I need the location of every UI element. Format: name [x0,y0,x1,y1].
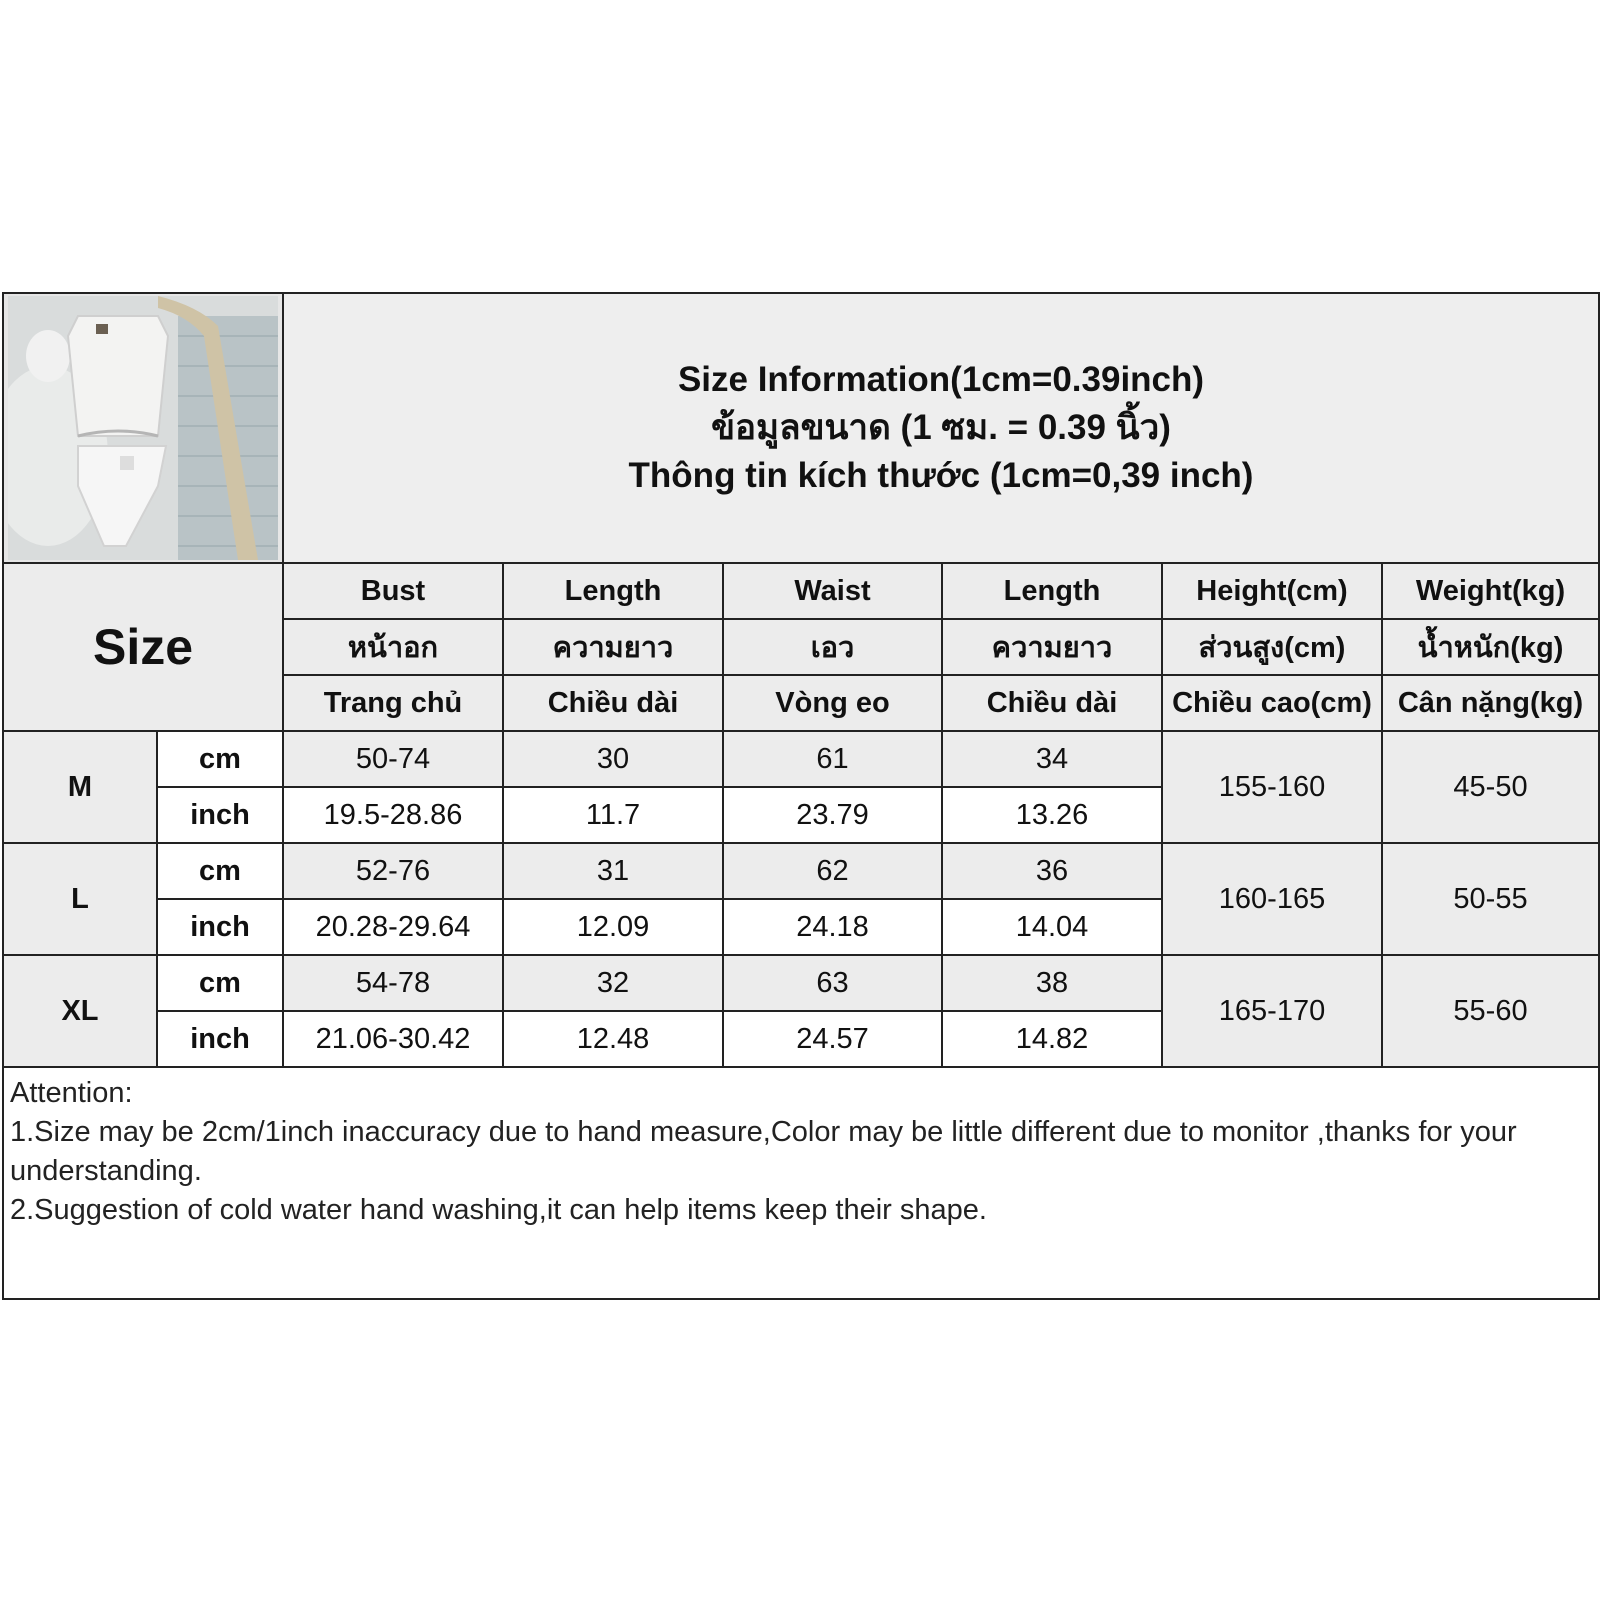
table-cell: 63 [723,955,942,1011]
table-cell: 32 [503,955,723,1011]
table-cell: 24.18 [723,899,942,955]
column-header-en: Weight(kg) [1382,563,1599,619]
table-cell: 50-74 [283,731,503,787]
size-label-xl: XL [3,955,157,1067]
column-header-vi: Chiều dài [942,675,1162,731]
column-header-en: Bust [283,563,503,619]
title-english: Size Information(1cm=0.39inch) [677,360,1205,399]
title-vietnamese: Thông tin kích thước (1cm=0,39 inch) [628,456,1254,495]
table-cell: 52-76 [283,843,503,899]
unit-label-cm: cm [157,843,283,899]
table-cell: 34 [942,731,1162,787]
column-header-th: ความยาว [503,619,723,675]
column-header-th: เอว [723,619,942,675]
column-header-th: ส่วนสูง(cm) [1162,619,1382,675]
column-header-vi: Vòng eo [723,675,942,731]
attention-heading: Attention: [10,1077,133,1109]
table-cell: 24.57 [723,1011,942,1067]
title-thai: ข้อมูลขนาด (1 ซม. = 0.39 นิ้ว) [711,408,1171,447]
table-cell: 21.06-30.42 [283,1011,503,1067]
size-label-m: M [3,731,157,843]
column-header-en: Height(cm) [1162,563,1382,619]
table-cell: 12.48 [503,1011,723,1067]
weight-cell: 55-60 [1382,955,1599,1067]
size-table [2,292,1600,1300]
column-header-en: Length [942,563,1162,619]
table-cell: 38 [942,955,1162,1011]
height-cell: 165-170 [1162,955,1382,1067]
table-cell: 30 [503,731,723,787]
unit-label-cm: cm [157,955,283,1011]
size-header-label: Size [92,619,194,675]
table-cell: 54-78 [283,955,503,1011]
column-header-vi: Chiều cao(cm) [1162,675,1382,731]
table-cell: 62 [723,843,942,899]
unit-label-inch: inch [157,1011,283,1067]
unit-label-inch: inch [157,787,283,843]
table-cell: 23.79 [723,787,942,843]
attention-note-1: 1.Size may be 2cm/1inch inaccuracy due to hand measure,Color may be little different due to monitor ,thanks for your understanding. [10,1116,1517,1187]
table-cell: 14.04 [942,899,1162,955]
column-header-en: Length [503,563,723,619]
table-cell: 11.7 [503,787,723,843]
unit-label-inch: inch [157,899,283,955]
table-cell: 36 [942,843,1162,899]
table-cell: 14.82 [942,1011,1162,1067]
height-cell: 160-165 [1162,843,1382,955]
attention-note-2: 2.Suggestion of cold water hand washing,it can help items keep their shape. [10,1194,987,1226]
column-header-vi: Chiều dài [503,675,723,731]
size-chart [2,292,1598,1300]
column-header-th: น้ำหนัก(kg) [1382,619,1599,675]
size-header [3,563,283,731]
table-cell: 19.5-28.86 [283,787,503,843]
title-cell [283,293,1599,563]
attention-notes [3,1067,1599,1299]
size-label-l: L [3,843,157,955]
column-header-th: ความยาว [942,619,1162,675]
column-header-en: Waist [723,563,942,619]
column-header-th: หน้าอก [283,619,503,675]
weight-cell: 50-55 [1382,843,1599,955]
table-cell: 13.26 [942,787,1162,843]
column-header-vi: Trang chủ [283,675,503,731]
product-photo-cell [3,293,283,563]
table-cell: 31 [503,843,723,899]
table-cell: 20.28-29.64 [283,899,503,955]
table-cell: 12.09 [503,899,723,955]
column-header-vi: Cân nặng(kg) [1382,675,1599,731]
weight-cell: 45-50 [1382,731,1599,843]
unit-label-cm: cm [157,731,283,787]
height-cell: 155-160 [1162,731,1382,843]
table-cell: 61 [723,731,942,787]
product-photo [8,296,278,560]
